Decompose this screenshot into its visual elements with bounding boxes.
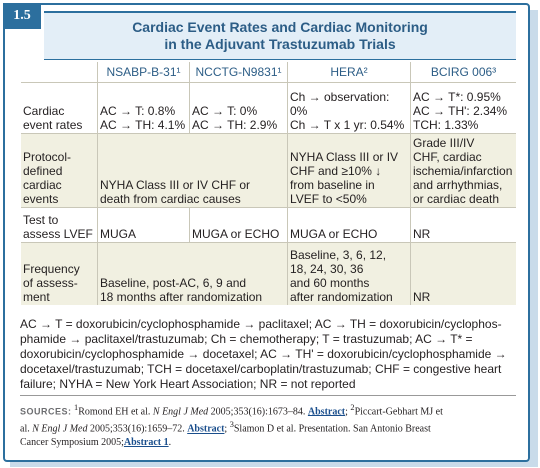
footnote-line: AC → T = doxorubicin/cyclophosphamide → paclitaxel; AC → TH = doxorubicin/cyclophos-: [20, 317, 502, 331]
figure-title: [44, 11, 516, 60]
abstract-link[interactable]: Abstract: [187, 423, 225, 435]
footnote-line: phamide → paclitaxel/trastuzumab; Ch = chemotherapy; T = trastuzumab; AC → T* =: [20, 332, 473, 346]
sources-line: SOURCES: $^1$Romond EH et al. N Engl J Med 2005;353(16):1673–84. Abstract; $^2$Piccart-Gebhart MJ et: [20, 403, 443, 418]
abbreviation-footnote: [20, 317, 516, 392]
column-header: BCIRG 006³: [410, 62, 516, 82]
row-label: Test to assess LVEF: [23, 213, 93, 241]
row-label: Frequency of assess- ment: [23, 262, 80, 304]
table-row: [21, 207, 516, 242]
sources-block: [20, 401, 516, 449]
figure-number-badge: 1.5: [3, 3, 41, 29]
trial-table: [21, 62, 516, 305]
footnote-line: doxorubicin/cyclophosphamide → docetaxel; AC → TH' = doxorubicin/cyclophosphamide →: [20, 347, 507, 361]
header-empty: [21, 62, 97, 82]
table-cell: MUGA or ECHO: [287, 208, 410, 242]
sources-line: Cancer Symposium 2005;Abstract 1.: [20, 436, 172, 448]
sources-line: al. N Engl J Med 2005;353(16):1659–72. Abstract; $^3$Slamon D et al. Presentation. San Antonio Breast: [20, 420, 431, 435]
title-line-1: Cardiac Event Rates and Cardiac Monitoring: [132, 19, 428, 35]
table-cell: NR: [410, 243, 516, 305]
frame-shadow-right: [530, 10, 538, 465]
table-row: [21, 133, 516, 207]
sources-divider: [20, 395, 516, 396]
title-line-2: in the Adjuvant Trastuzumab Trials: [164, 36, 396, 52]
merged-cell: NYHA Class III or IV CHF or death from cardiac causes: [97, 134, 287, 207]
table-header-row: [21, 62, 516, 82]
table-cell: AC → T: 0% AC → TH: 2.9%: [189, 83, 287, 133]
table-cell: MUGA: [97, 208, 189, 242]
abstract-link[interactable]: Abstract: [307, 406, 346, 418]
row-label: Cardiac event rates: [23, 104, 83, 132]
sources-label: SOURCES:: [20, 406, 72, 417]
footnote-line: failure; NYHA = New York Heart Association; NR = not reported: [20, 377, 356, 391]
table-cell: NR: [410, 208, 516, 242]
table-cell: MUGA or ECHO: [189, 208, 287, 242]
table-cell: AC → T: 0.8% AC → TH: 4.1%: [97, 83, 189, 133]
table-row: [21, 242, 516, 305]
table-cell: AC → T*: 0.95% AC → TH': 2.34% TCH: 1.33%: [410, 83, 516, 133]
table-cell: NYHA Class III or IV CHF and ≥10% ↓ from baseline in LVEF to <50%: [287, 134, 410, 207]
column-header: NSABP-B-31¹: [97, 62, 189, 82]
table-row: [21, 82, 516, 133]
footnote-line: docetaxel/trastuzumab; TCH = docetaxel/carboplatin/trastuzumab; CHF = congestive heart: [20, 362, 502, 376]
row-label: Protocol- defined cardiac events: [23, 150, 72, 206]
merged-cell: Baseline, post-AC, 6, 9 and 18 months after randomization: [97, 243, 287, 305]
table-cell: Ch → observation: 0% Ch → T x 1 yr: 0.54%: [287, 83, 410, 133]
abstract-link[interactable]: Abstract 1: [123, 436, 169, 448]
column-header: NCCTG-N9831¹: [189, 62, 287, 82]
table-cell: Baseline, 3, 6, 12, 18, 24, 30, 36 and 60 months after randomization: [287, 243, 410, 305]
column-header: HERA²: [287, 62, 410, 82]
table-cell: Grade III/IV CHF, cardiac ischemia/infarction and arrhythmias, or cardiac death: [410, 134, 516, 207]
